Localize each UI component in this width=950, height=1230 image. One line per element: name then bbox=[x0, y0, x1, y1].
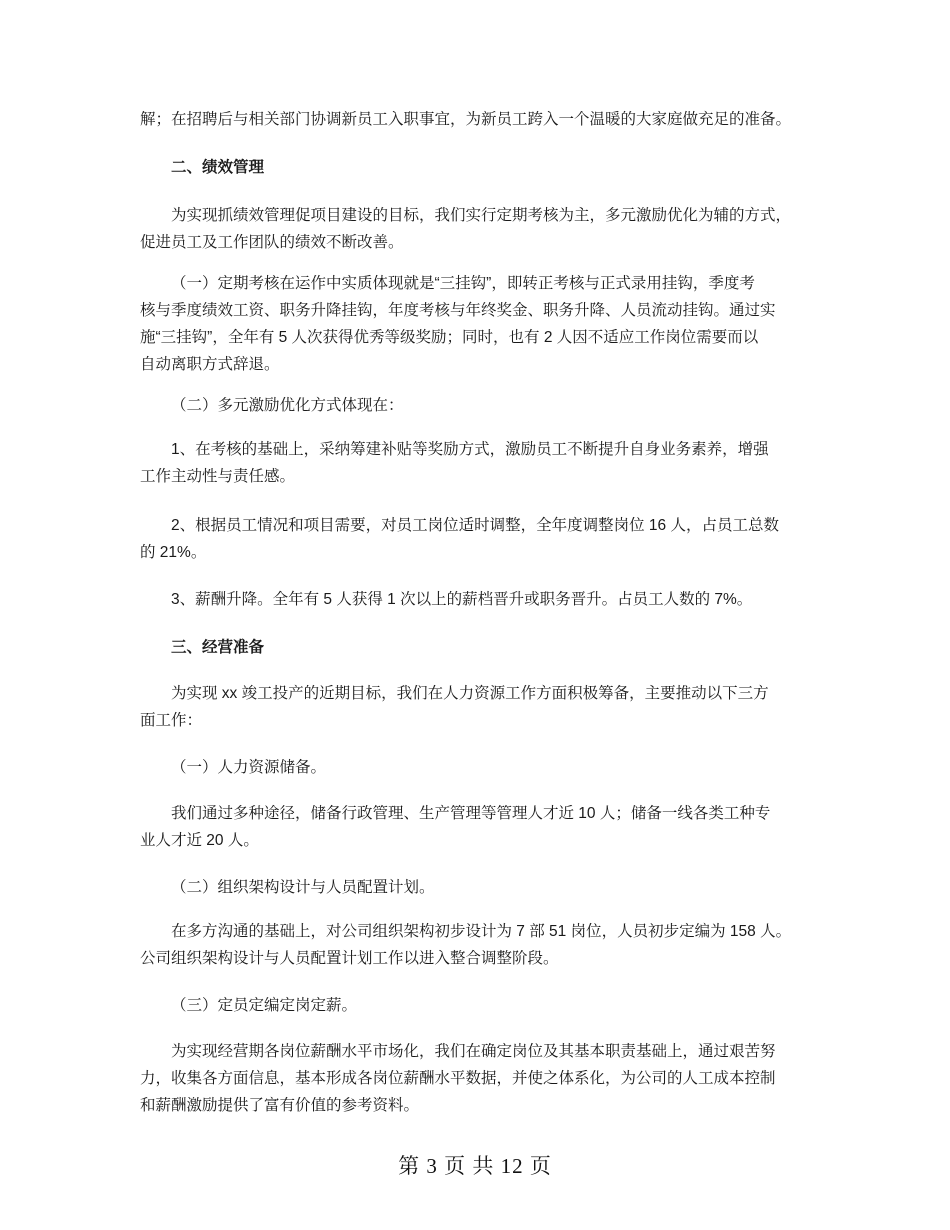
paragraph-hr-reserve bbox=[140, 800, 812, 854]
paragraph-hr-reserve-heading bbox=[140, 754, 812, 781]
text-line: 的 21%。 bbox=[140, 544, 207, 561]
paragraph-staffing-heading bbox=[140, 992, 812, 1019]
text-line: 核与季度绩效工资、职务升降挂钩，年度考核与年终奖金、职务升降、人员流动挂钩。通过实 bbox=[140, 302, 776, 319]
page-number-footer: 第 3 页 共 12 页 bbox=[398, 1154, 552, 1178]
text-line: 业人才近 20 人。 bbox=[140, 832, 259, 849]
text-line: 工作主动性与责任感。 bbox=[140, 468, 296, 485]
text-line: 公司组织架构设计与人员配置计划工作以进入整合调整阶段。 bbox=[140, 950, 559, 967]
paragraph-item-1 bbox=[140, 436, 812, 490]
paragraph-org-design bbox=[140, 918, 812, 972]
text-line: （二）多元激励优化方式体现在： bbox=[171, 397, 404, 414]
text-line: 自动离职方式辞退。 bbox=[140, 356, 280, 373]
text-line: 力，收集各方面信息，基本形成各岗位薪酬水平数据，并使之体系化，为公司的人工成本控制 bbox=[140, 1070, 776, 1087]
text-line: （二）组织架构设计与人员配置计划。 bbox=[171, 879, 435, 896]
text-line: 施“三挂钩”，全年有 5 人次获得优秀等级奖励；同时，也有 2 人因不适应工作岗位需要而以 bbox=[140, 329, 759, 346]
text-line: 和薪酬激励提供了富有价值的参考资料。 bbox=[140, 1097, 420, 1114]
text-line: 为实现经营期各岗位薪酬水平市场化，我们在确定岗位及其基本职责基础上，通过艰苦努 bbox=[171, 1043, 776, 1060]
text-line: （一）人力资源储备。 bbox=[171, 759, 327, 776]
section-heading-operations bbox=[140, 634, 812, 661]
text-line: 面工作： bbox=[140, 712, 203, 729]
heading-text: 三、经营准备 bbox=[171, 639, 265, 656]
paragraph-incentive-intro bbox=[140, 392, 812, 419]
paragraph-operations-intro bbox=[140, 680, 812, 734]
text-line: 1、在考核的基础上，采纳筹建补贴等奖励方式，激励员工不断提升自身业务素养，增强 bbox=[171, 441, 769, 458]
paragraph-item-2 bbox=[140, 512, 812, 566]
text-line: 解；在招聘后与相关部门协调新员工入职事宜，为新员工跨入一个温暖的大家庭做充足的准备。 bbox=[140, 111, 792, 128]
paragraph-continuation bbox=[140, 106, 812, 133]
text-line: 2、根据员工情况和项目需要，对员工岗位适时调整，全年度调整岗位 16 人，占员工总数 bbox=[171, 517, 779, 534]
text-line: （三）定员定编定岗定薪。 bbox=[171, 997, 358, 1014]
section-heading-performance bbox=[140, 154, 812, 181]
text-line: 促进员工及工作团队的绩效不断改善。 bbox=[140, 234, 404, 251]
paragraph-item-3 bbox=[140, 586, 812, 613]
paragraph-performance-intro bbox=[140, 202, 812, 256]
text-line: 在多方沟通的基础上，对公司组织架构初步设计为 7 部 51 岗位，人员初步定编为 158 人。 bbox=[171, 923, 792, 940]
paragraph-regular-assessment bbox=[140, 270, 812, 378]
text-line: （一）定期考核在运作中实质体现就是“三挂钩”，即转正考核与正式录用挂钩，季度考 bbox=[171, 275, 755, 292]
text-line: 为实现 xx 竣工投产的近期目标，我们在人力资源工作方面积极筹备，主要推动以下三方 bbox=[171, 685, 769, 702]
text-line: 我们通过多种途径，储备行政管理、生产管理等管理人才近 10 人；储备一线各类工种专 bbox=[171, 805, 771, 822]
text-line: 3、薪酬升降。全年有 5 人获得 1 次以上的薪档晋升或职务晋升。占员工人数的 7%。 bbox=[171, 591, 753, 608]
paragraph-org-design-heading bbox=[140, 874, 812, 901]
heading-text: 二、绩效管理 bbox=[171, 159, 265, 176]
paragraph-staffing bbox=[140, 1038, 812, 1119]
text-line: 为实现抓绩效管理促项目建设的目标，我们实行定期考核为主，多元激励优化为辅的方式， bbox=[171, 207, 792, 224]
